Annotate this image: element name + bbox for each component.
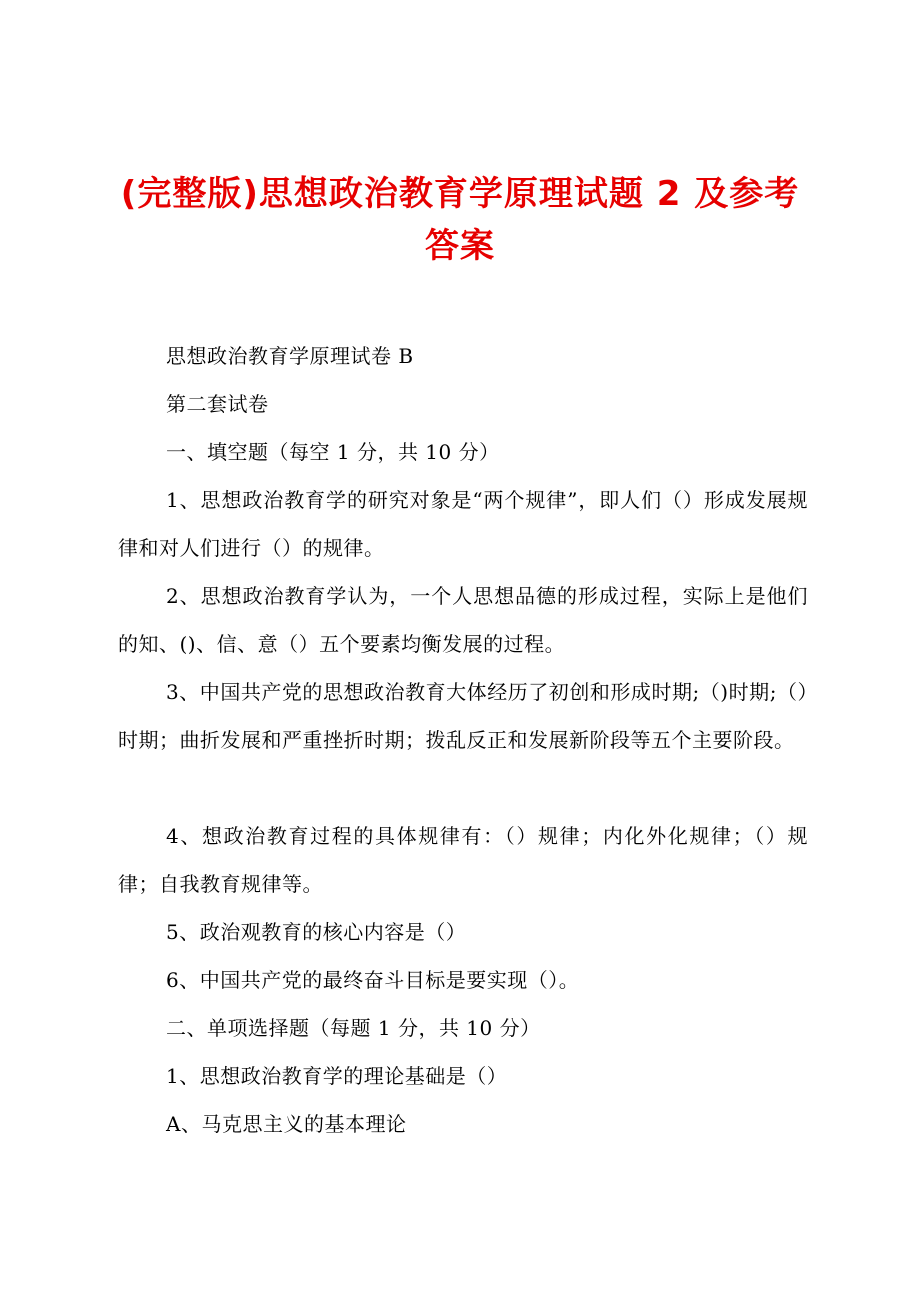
question-fill-6: 6、中国共产党的最终奋斗目标是要实现（）。 <box>166 968 580 992</box>
paper-set: 第二套试卷 <box>166 392 269 416</box>
section-heading-fill-blank: 一、填空题（每空 1 分，共 10 分） <box>166 440 500 464</box>
question-fill-3: 3、中国共产党的思想政治教育大体经历了初创和形成时期;（)时期;（）时期；曲折发展和严重挫折时期；拨乱反正和发展新阶段等五个主要阶段。 <box>118 680 808 752</box>
document-title: (完整版)思想政治教育学原理试题 2 及参考答案 <box>120 174 800 266</box>
question-fill-2: 2、思想政治教育学认为，一个人思想品德的形成过程，实际上是他们的知、()、信、意（）五个要素均衡发展的过程。 <box>118 584 808 656</box>
question-choice-1: 1、思想政治教育学的理论基础是（） <box>166 1064 508 1088</box>
paper-name: 思想政治教育学原理试卷 B <box>166 344 414 368</box>
section-heading-single-choice: 二、单项选择题（每题 1 分，共 10 分） <box>166 1016 541 1040</box>
question-fill-1: 1、思想政治教育学的研究对象是“两个规律”，即人们（）形成发展规律和对人们进行（）的规律。 <box>118 488 808 560</box>
choice-option-a: A、马克思主义的基本理论 <box>166 1112 407 1136</box>
question-fill-5: 5、政治观教育的核心内容是（） <box>166 920 467 944</box>
question-fill-4: 4、想政治教育过程的具体规律有：（）规律；内化外化规律；（）规律；自我教育规律等。 <box>118 824 808 896</box>
